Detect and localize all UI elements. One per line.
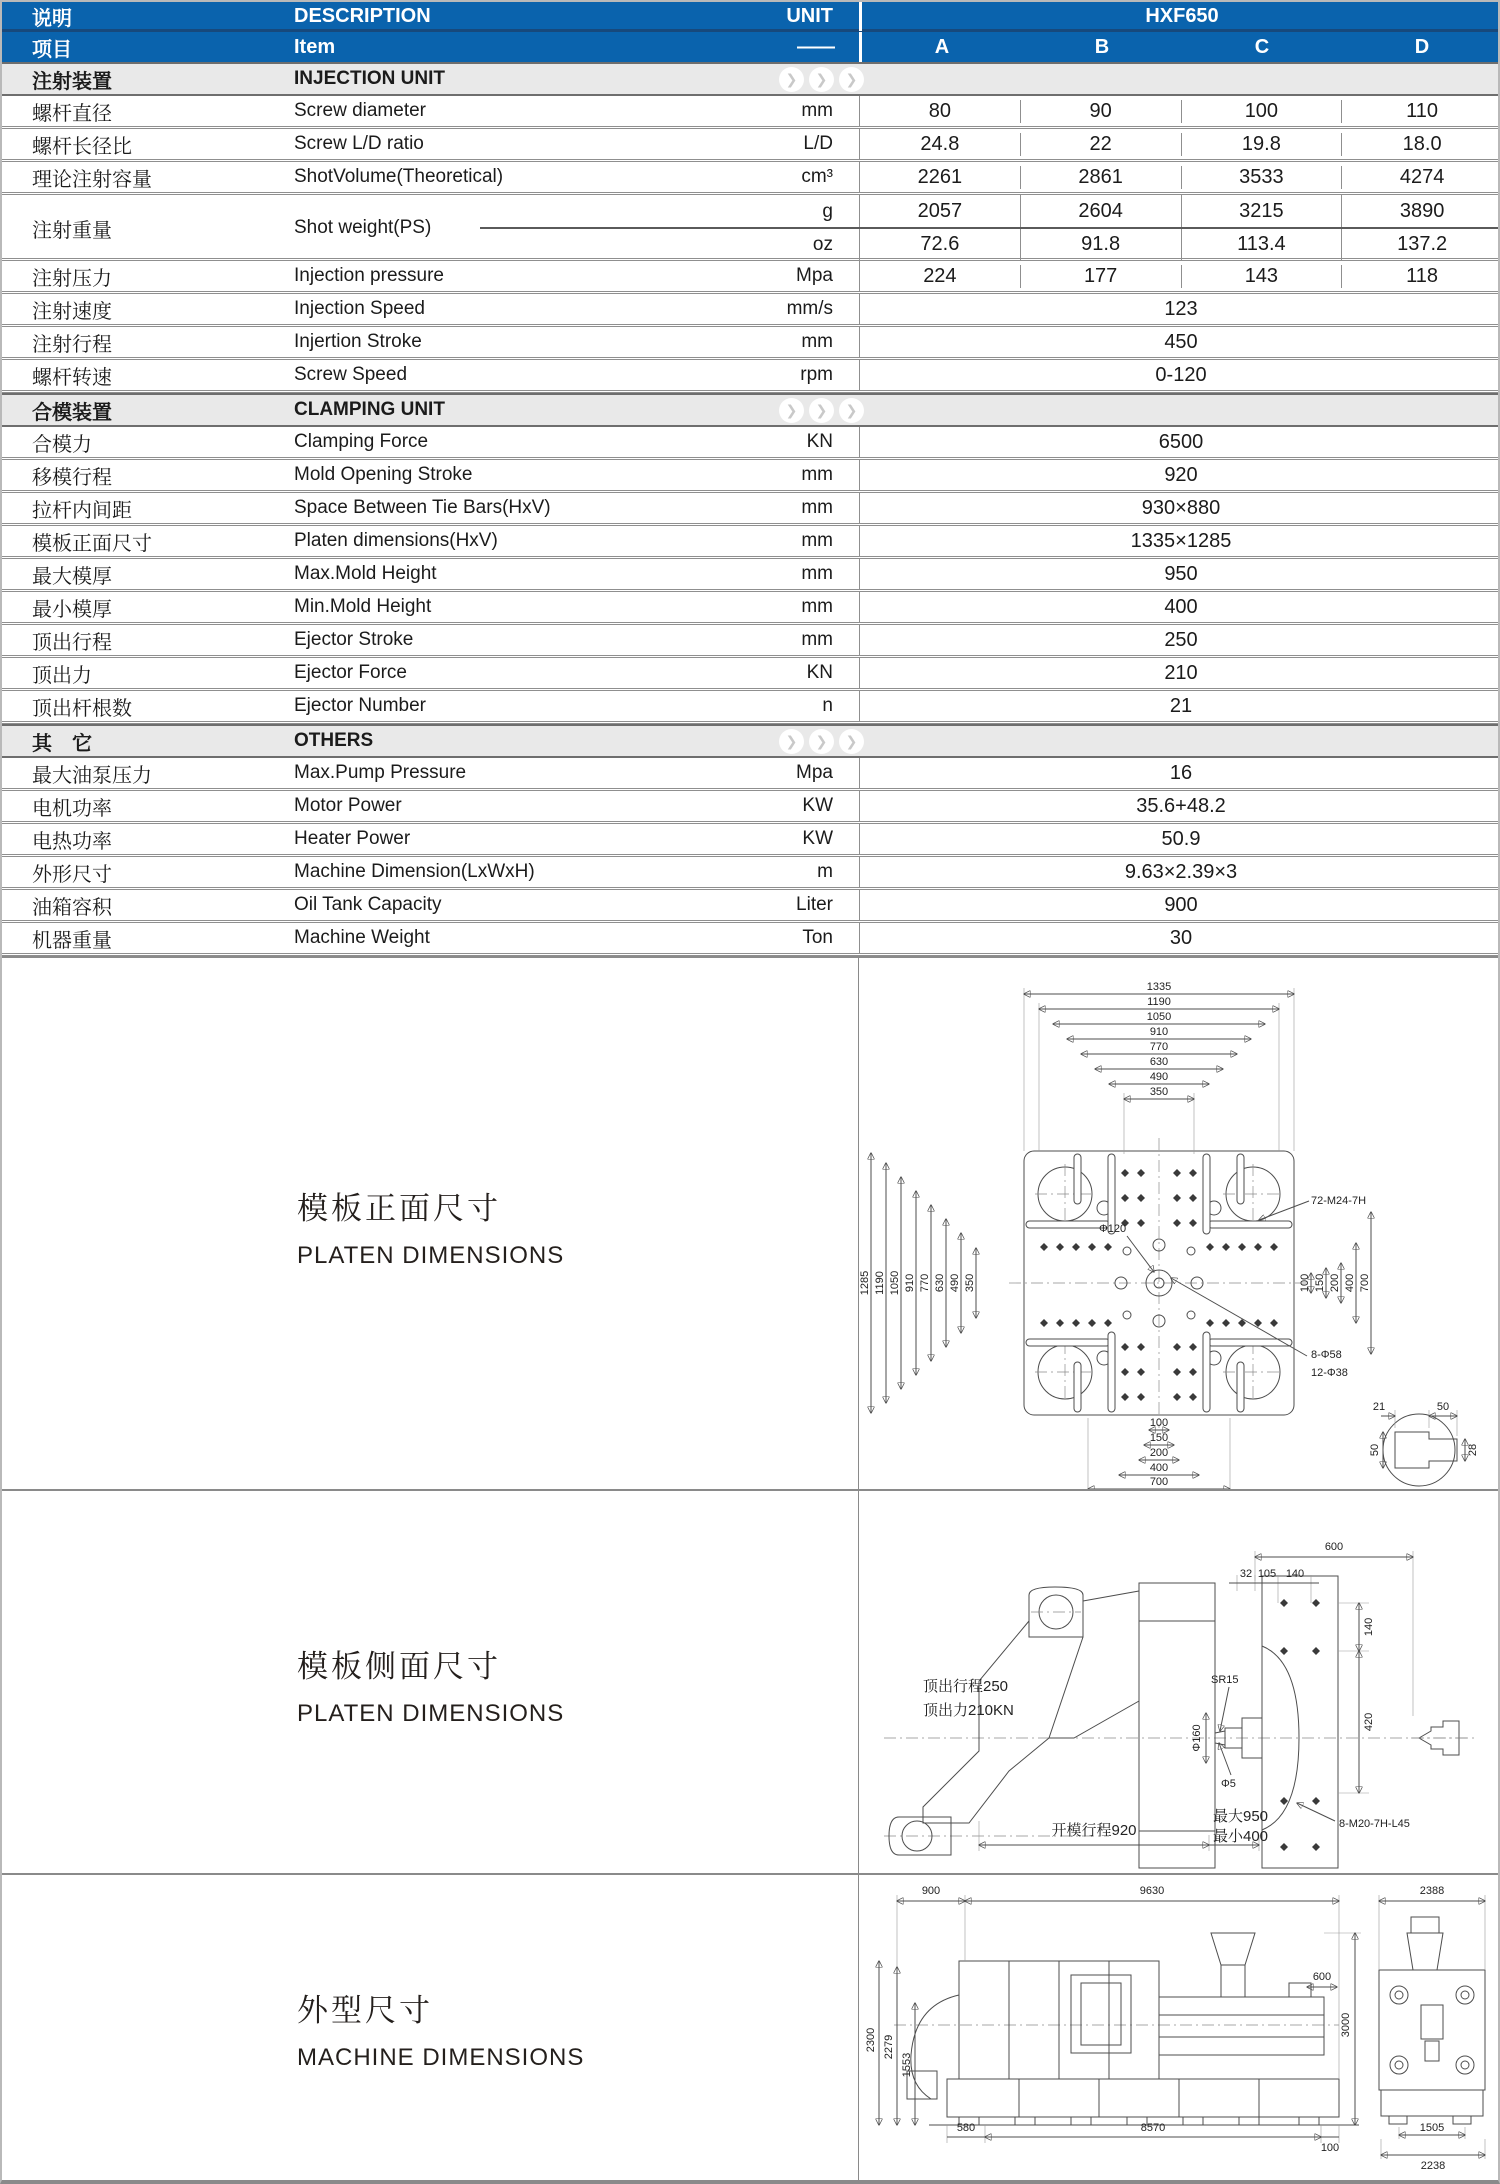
row-unit: Ton xyxy=(802,927,833,948)
dim-label: 1190 xyxy=(1147,996,1171,1008)
row-values xyxy=(859,890,1500,920)
label-ejector-force: 顶出力210KN xyxy=(923,1702,1014,1719)
row-values xyxy=(859,129,1500,159)
dim-label: 1050 xyxy=(1146,1011,1172,1023)
row-values xyxy=(859,824,1500,854)
row-label-en: ShotVolume(Theoretical) xyxy=(294,166,504,187)
row-label-en: Screw Speed xyxy=(294,364,408,385)
label-m20: 8-M20-7H-L45 xyxy=(1339,1818,1410,1830)
row-unit: Liter xyxy=(796,894,833,915)
dim-140: 140 xyxy=(1285,1568,1305,1580)
chevron-right-icon: ❯ xyxy=(809,398,834,423)
row-values xyxy=(859,658,1500,688)
callout-holes-38: 12-Φ38 xyxy=(1311,1367,1348,1379)
value-a: 224 xyxy=(923,264,957,287)
row-unit: KN xyxy=(806,662,833,683)
dim-label: 910 xyxy=(1149,1026,1169,1038)
row-label-cn: 理论注射容量 xyxy=(32,168,152,191)
detail-dim-top: 50 xyxy=(1436,1401,1450,1413)
dim-label: 150 xyxy=(1314,1273,1326,1293)
row-unit: rpm xyxy=(800,364,833,385)
value-b: 2604 xyxy=(1020,195,1181,228)
row-label-cn: 注射压力 xyxy=(32,267,112,290)
header-unit-label: UNIT xyxy=(786,5,833,27)
row-values xyxy=(859,857,1500,887)
dim-600: 600 xyxy=(1312,1971,1332,1983)
value-b: 91.8 xyxy=(1020,228,1181,261)
row-values xyxy=(859,294,1500,324)
row-label-en: Injertion Stroke xyxy=(294,331,422,352)
row-unit: cm³ xyxy=(801,166,833,187)
row-unit: oz xyxy=(812,233,833,255)
value-span: 123 xyxy=(1164,297,1198,320)
chevron-right-icon: ❯ xyxy=(839,729,864,754)
row-unit: KN xyxy=(806,431,833,452)
row-label-en: Max.Mold Height xyxy=(294,563,437,584)
row-unit: KW xyxy=(802,795,833,816)
row-unit: mm xyxy=(801,464,833,485)
row-label-en: Motor Power xyxy=(294,795,402,816)
value-a: 24.8 xyxy=(920,132,960,155)
value-a: 72.6 xyxy=(920,233,960,255)
section-label-en: INJECTION UNIT xyxy=(294,68,445,89)
value-c: 100 xyxy=(1181,100,1342,123)
label-sr15: SR15 xyxy=(1211,1674,1239,1686)
row-label-en: Machine Dimension(LxWxH) xyxy=(294,861,535,882)
machine-dimensions-section xyxy=(2,1873,1498,2177)
dim-8570: 8570 xyxy=(1140,2122,1166,2134)
row-values xyxy=(859,493,1500,523)
row-values xyxy=(859,228,1500,261)
detail-dim-left: 50 xyxy=(1369,1443,1381,1457)
section-label-en: OTHERS xyxy=(294,730,374,751)
table-row-heater-power xyxy=(2,824,1498,857)
row-values xyxy=(859,791,1500,821)
row-values xyxy=(859,195,1500,228)
dim-100: 100 xyxy=(1320,2142,1340,2154)
row-label-cn: 顶出杆根数 xyxy=(32,697,132,720)
end-view-body xyxy=(1379,1970,1485,2090)
row-unit: mm xyxy=(801,100,833,121)
row-label-cn: 注射速度 xyxy=(32,300,112,323)
row-values xyxy=(859,460,1500,490)
row-values xyxy=(859,758,1500,788)
platen-front-svg xyxy=(859,958,1500,1489)
table-row-pump-pressure xyxy=(2,758,1498,791)
row-label-cn: 油箱容积 xyxy=(32,896,112,919)
dim-420-v: 420 xyxy=(1363,1712,1375,1732)
header-model-columns xyxy=(859,32,1500,62)
subrow-grams xyxy=(602,195,1500,228)
dim-1505: 1505 xyxy=(1419,2122,1445,2134)
row-label-cn: 最小模厚 xyxy=(32,598,112,621)
row-label-en: Clamping Force xyxy=(294,431,429,452)
value-d: 18.0 xyxy=(1341,133,1500,156)
dim-label: 350 xyxy=(964,1273,976,1293)
machine-base xyxy=(947,2079,1339,2117)
value-span: 0-120 xyxy=(1155,363,1207,386)
platen-front-section xyxy=(2,956,1498,1489)
drawing-title-en: MACHINE DIMENSIONS xyxy=(297,2044,585,2071)
section-chevrons xyxy=(779,64,864,94)
section-label-cn: 注射装置 xyxy=(32,70,112,93)
value-d: 137.2 xyxy=(1341,228,1500,261)
column-b-label: B xyxy=(1094,35,1110,58)
hopper xyxy=(1211,1933,1255,1965)
row-values xyxy=(859,96,1500,126)
dim-label: 770 xyxy=(1149,1041,1169,1053)
dim-label: 1050 xyxy=(889,1270,901,1296)
row-values xyxy=(859,526,1500,556)
row-unit: Mpa xyxy=(796,762,833,783)
dim-label: 630 xyxy=(934,1273,946,1293)
table-row-clamping-force xyxy=(2,427,1498,460)
column-d-label: D xyxy=(1414,35,1430,58)
value-a: 2057 xyxy=(917,200,963,222)
row-unit: KW xyxy=(802,828,833,849)
table-row-oil-tank xyxy=(2,890,1498,923)
section-chevrons xyxy=(779,395,864,425)
platen-side-caption xyxy=(2,1491,859,1878)
value-d: 3890 xyxy=(1341,195,1500,228)
table-row-machine-weight xyxy=(2,923,1498,956)
row-values xyxy=(859,162,1500,192)
row-unit: mm xyxy=(801,530,833,551)
dim-2279: 2279 xyxy=(883,2034,895,2060)
callout-bolts: 72-M24-7H xyxy=(1311,1195,1367,1207)
row-label-en: Max.Pump Pressure xyxy=(294,762,467,783)
row-unit: mm xyxy=(801,563,833,584)
label-d5: Φ5 xyxy=(1221,1778,1236,1790)
row-values xyxy=(859,559,1500,589)
value-c: 19.8 xyxy=(1181,133,1342,156)
machine-dimensions-caption xyxy=(2,1875,859,2182)
dim-label: 150 xyxy=(1149,1432,1169,1444)
row-label-cn: 电机功率 xyxy=(32,797,112,820)
value-span: 950 xyxy=(1164,562,1198,585)
row-label-cn: 最大油泵压力 xyxy=(32,764,152,787)
value-d: 118 xyxy=(1341,265,1500,288)
header-row-2 xyxy=(2,32,1498,62)
platen-front-caption xyxy=(2,958,859,1494)
value-span: 16 xyxy=(1169,761,1193,784)
dim-label: 490 xyxy=(1149,1071,1169,1083)
injection-unit xyxy=(1159,1997,1324,2055)
row-unit: mm xyxy=(801,596,833,617)
row-unit: mm xyxy=(801,497,833,518)
chevron-right-icon: ❯ xyxy=(779,729,804,754)
drawing-title-en: PLATEN DIMENSIONS xyxy=(297,1241,565,1269)
row-label-en: Shot weight(PS) xyxy=(294,217,432,238)
callout-center-hole: Φ120 xyxy=(1099,1223,1127,1235)
platen-front-drawing xyxy=(859,958,1500,1494)
dim-label: 700 xyxy=(1359,1273,1371,1293)
value-b: 177 xyxy=(1020,265,1181,288)
chevron-right-icon: ❯ xyxy=(779,398,804,423)
section-label-cn: 其 它 xyxy=(32,732,92,755)
table-row-min-mold-height xyxy=(2,592,1498,625)
value-span: 30 xyxy=(1169,926,1193,949)
row-unit: m xyxy=(817,861,833,882)
header-row-1 xyxy=(2,2,1498,32)
dim-2238: 2238 xyxy=(1420,2160,1446,2172)
section-row-clamping-unit xyxy=(2,393,1498,427)
value-b: 90 xyxy=(1020,100,1181,123)
value-span: 9.63×2.39×3 xyxy=(1124,860,1238,883)
dim-600: 600 xyxy=(1324,1541,1344,1553)
row-values xyxy=(859,923,1500,953)
detail-dim-top-left: 21 xyxy=(1372,1401,1386,1413)
table-row-ejector-number xyxy=(2,691,1498,724)
value-c: 3215 xyxy=(1181,195,1342,228)
value-span: 400 xyxy=(1164,595,1198,618)
row-label-cn: 螺杆转速 xyxy=(32,366,112,389)
value-span: 210 xyxy=(1164,661,1198,684)
section-label-cn: 合模装置 xyxy=(32,401,112,424)
row-unit: L/D xyxy=(803,133,833,154)
dim-label: 200 xyxy=(1149,1447,1169,1459)
table-row-ld-ratio xyxy=(2,129,1498,162)
row-values xyxy=(859,592,1500,622)
chevron-right-icon: ❯ xyxy=(839,67,864,92)
row-label-cn: 顶出力 xyxy=(32,664,92,687)
row-unit: Mpa xyxy=(796,265,833,286)
dim-label: 1285 xyxy=(859,1270,871,1296)
dim-label: 1190 xyxy=(874,1271,886,1295)
value-b: 2861 xyxy=(1020,166,1181,189)
value-span: 900 xyxy=(1164,893,1198,916)
dim-105: 105 xyxy=(1257,1568,1277,1580)
drawing-title-en: PLATEN DIMENSIONS xyxy=(297,1700,565,1727)
row-label-en: Ejector Number xyxy=(294,695,426,716)
row-unit: mm xyxy=(801,331,833,352)
value-span: 450 xyxy=(1164,330,1198,353)
callout-holes-58: 8-Φ58 xyxy=(1311,1349,1342,1361)
row-label-cn: 机器重量 xyxy=(32,929,112,952)
label-min-height: 最小400 xyxy=(1213,1828,1269,1845)
dim-2300: 2300 xyxy=(865,2027,877,2053)
value-c: 143 xyxy=(1181,265,1342,288)
header-desc-cn: 说明 xyxy=(32,8,72,30)
header-desc-en: DESCRIPTION xyxy=(294,5,431,27)
row-label-en: Screw L/D ratio xyxy=(294,133,424,154)
row-label-en: Injection Speed xyxy=(294,298,425,319)
dim-140-v: 140 xyxy=(1363,1617,1375,1637)
row-unit: g xyxy=(822,200,833,222)
table-row-screw-speed xyxy=(2,360,1498,393)
dim-1553: 1553 xyxy=(901,2052,913,2078)
label-max-height: 最大950 xyxy=(1213,1808,1269,1825)
detail-dim-right: 28 xyxy=(1467,1443,1479,1457)
row-label-cn: 最大模厚 xyxy=(32,565,112,588)
table-row-shot-volume xyxy=(2,162,1498,195)
dim-label: 490 xyxy=(949,1273,961,1293)
dim-label: 400 xyxy=(1344,1273,1356,1293)
row-label-en: Ejector Force xyxy=(294,662,407,683)
row-label-en: Ejector Stroke xyxy=(294,629,414,650)
label-ejector-stroke: 顶出行程250 xyxy=(923,1678,1009,1695)
platen-side-drawing xyxy=(859,1491,1500,1878)
dim-9630: 9630 xyxy=(1139,1885,1165,1897)
table-row-injection-stroke xyxy=(2,327,1498,360)
subrow-ounces xyxy=(602,228,1500,261)
row-label-cn: 顶出行程 xyxy=(32,631,112,654)
value-c: 3533 xyxy=(1181,166,1342,189)
shot-weight-subrows xyxy=(602,195,1500,261)
value-a: 2261 xyxy=(917,165,963,188)
row-label-cn: 电热功率 xyxy=(32,830,112,853)
table-row-tie-bar-space xyxy=(2,493,1498,526)
platen-side-svg xyxy=(859,1491,1500,1873)
row-unit: mm/s xyxy=(786,298,833,319)
row-label-en: Machine Weight xyxy=(294,927,430,948)
value-b: 22 xyxy=(1020,133,1181,156)
row-unit: n xyxy=(822,695,833,716)
machine-dimensions-drawing xyxy=(859,1875,1500,2182)
chevron-right-icon: ❯ xyxy=(779,67,804,92)
table-row-mold-opening-stroke xyxy=(2,460,1498,493)
value-a: 80 xyxy=(928,99,951,122)
value-span: 250 xyxy=(1164,628,1198,651)
dim-2388: 2388 xyxy=(1419,1885,1445,1897)
row-label-cn: 注射行程 xyxy=(32,333,112,356)
section-row-others xyxy=(2,724,1498,758)
drawing-title-cn: 模板正面尺寸 xyxy=(297,1190,501,1226)
platen-side-section xyxy=(2,1489,1498,1873)
row-label-cn: 注射重量 xyxy=(32,219,112,242)
dim-label: 630 xyxy=(1149,1056,1169,1068)
table-row-injection-pressure xyxy=(2,261,1498,294)
value-span: 930×880 xyxy=(1141,496,1221,519)
dim-label: 700 xyxy=(1149,1476,1169,1488)
column-c-label: C xyxy=(1254,35,1270,58)
row-label-cn: 模板正面尺寸 xyxy=(32,532,152,555)
label-d160: Φ160 xyxy=(1191,1724,1203,1752)
header-model-name: HXF650 xyxy=(859,2,1500,31)
table-row-max-mold-height xyxy=(2,559,1498,592)
chevron-right-icon: ❯ xyxy=(839,398,864,423)
dim-label: 100 xyxy=(1149,1417,1169,1429)
table-row-shot-weight xyxy=(2,195,1498,261)
machine-dimensions-svg xyxy=(859,1875,1500,2177)
header-item-cn: 项目 xyxy=(32,38,72,61)
dim-label: 1335 xyxy=(1146,981,1172,993)
dim-580: 580 xyxy=(956,2122,976,2134)
drawing-title-cn: 外型尺寸 xyxy=(297,1993,433,2028)
row-label-en: Min.Mold Height xyxy=(294,596,432,617)
row-label-cn: 外形尺寸 xyxy=(32,863,112,886)
row-label-en: Oil Tank Capacity xyxy=(294,894,442,915)
row-label-en: Space Between Tie Bars(HxV) xyxy=(294,497,551,518)
row-values xyxy=(859,625,1500,655)
header-item-en: Item xyxy=(294,35,336,58)
table-row-screw-diameter xyxy=(2,96,1498,129)
value-span: 920 xyxy=(1164,463,1198,486)
row-values xyxy=(859,327,1500,357)
row-values xyxy=(859,427,1500,457)
table-row-ejector-stroke xyxy=(2,625,1498,658)
dim-3000: 3000 xyxy=(1340,2012,1352,2038)
value-span: 1335×1285 xyxy=(1130,529,1232,552)
row-label-en: Heater Power xyxy=(294,828,411,849)
row-label-cn: 拉杆内间距 xyxy=(32,499,132,522)
value-d: 4274 xyxy=(1341,166,1500,189)
chevron-right-icon: ❯ xyxy=(809,67,834,92)
dim-label: 910 xyxy=(904,1273,916,1293)
row-values xyxy=(859,261,1500,291)
value-d: 110 xyxy=(1341,100,1500,123)
row-label-cn: 螺杆直径 xyxy=(32,102,112,125)
row-values xyxy=(859,360,1500,390)
drawing-title-cn: 模板侧面尺寸 xyxy=(297,1649,501,1684)
table-row-injection-speed xyxy=(2,294,1498,327)
section-chevrons xyxy=(779,726,864,756)
dim-label: 400 xyxy=(1149,1462,1169,1474)
value-span: 50.9 xyxy=(1161,827,1201,850)
section-row-injection-unit xyxy=(2,62,1498,96)
row-values xyxy=(859,691,1500,721)
row-unit: mm xyxy=(801,629,833,650)
row-label-cn: 合模力 xyxy=(32,433,92,456)
dim-label: 350 xyxy=(1149,1086,1169,1098)
row-label-en: Screw diameter xyxy=(294,100,426,121)
dim-32: 32 xyxy=(1239,1568,1253,1580)
row-label-en: Mold Opening Stroke xyxy=(294,464,473,485)
table-row-motor-power xyxy=(2,791,1498,824)
value-span: 6500 xyxy=(1158,430,1204,453)
value-span: 21 xyxy=(1169,694,1193,717)
chevron-right-icon: ❯ xyxy=(809,729,834,754)
section-label-en: CLAMPING UNIT xyxy=(294,399,445,420)
dim-900: 900 xyxy=(921,1885,941,1897)
row-label-en: Injection pressure xyxy=(294,265,444,286)
dim-label: 770 xyxy=(919,1273,931,1293)
row-label-cn: 螺杆长径比 xyxy=(32,135,132,158)
label-opening-stroke: 开模行程920 xyxy=(1051,1822,1137,1839)
dim-label: 100 xyxy=(1299,1273,1311,1293)
table-row-platen-dimensions xyxy=(2,526,1498,559)
dim-label: 200 xyxy=(1329,1273,1341,1293)
value-span: 35.6+48.2 xyxy=(1136,794,1226,817)
table-row-machine-dimension xyxy=(2,857,1498,890)
header-unit-dash: —— xyxy=(797,35,833,58)
row-label-en: Platen dimensions(HxV) xyxy=(294,530,498,551)
row-label-cn: 移模行程 xyxy=(32,466,112,489)
column-a-label: A xyxy=(934,35,950,58)
t-slot-detail xyxy=(1369,1401,1479,1486)
table-row-ejector-force xyxy=(2,658,1498,691)
value-c: 113.4 xyxy=(1181,228,1342,261)
